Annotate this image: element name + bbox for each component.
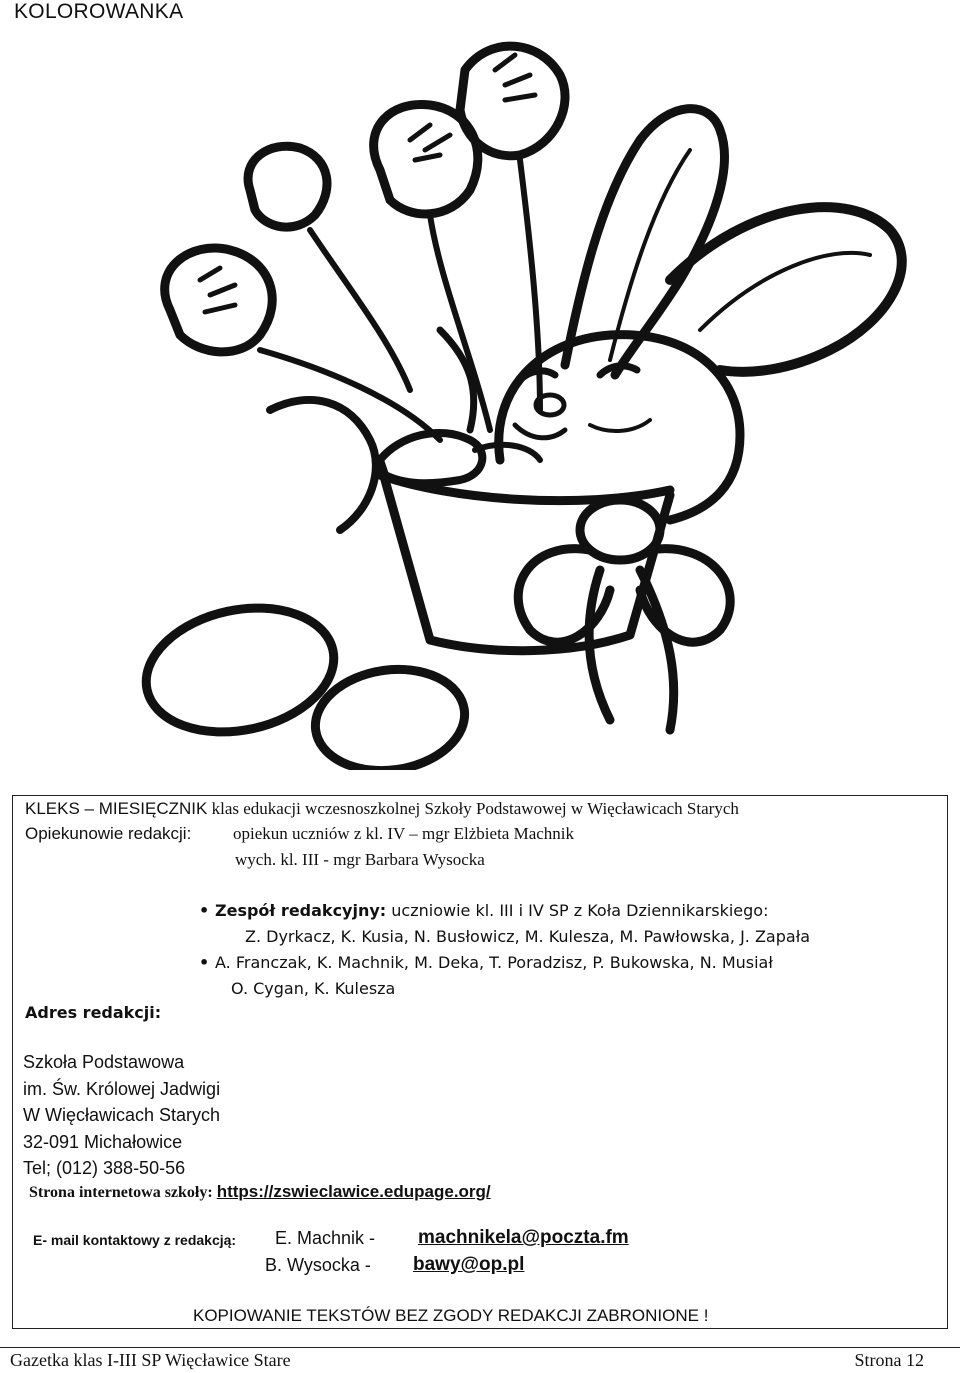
team-label: Zespół redakcyjny: <box>215 901 387 920</box>
newspaper-description: klas edukacji wczesnoszkolnej Szkoły Podstawowej w Więcławicach Starych <box>207 799 739 818</box>
tulip-leaf <box>270 400 376 530</box>
email-2-link[interactable]: bawy@op.pl <box>413 1254 525 1275</box>
supervisor-1: opiekun uczniów z kl. IV – mgr Elżbieta Machnik <box>233 824 575 843</box>
editorial-heading <box>25 799 739 819</box>
supervisor-2: wych. kl. III - mgr Barbara Wysocka <box>235 850 485 869</box>
address-line: W Więcławicach Starych <box>23 1105 221 1125</box>
page-title: KOLOROWANKA <box>14 0 184 23</box>
copyright-notice: KOPIOWANIE TEKSTÓW BEZ ZGODY REDAKCJI ZABRONIONE ! <box>193 1306 709 1325</box>
footer-publication: Gazetka klas I-III SP Więcławice Stare <box>10 1350 291 1370</box>
address-block <box>23 1049 220 1182</box>
email-1-name: E. Machnik - <box>275 1228 376 1248</box>
team-line-2: • A. Franczak, K. Machnik, M. Deka, T. Poradzisz, P. Bukowska, N. Musiał <box>215 953 773 972</box>
team-intro: uczniowie kl. III i IV SP z Koła Dziennikarskiego: <box>386 901 769 920</box>
website-row <box>29 1182 491 1202</box>
address-line: Tel; (012) 388-50-56 <box>23 1158 186 1178</box>
bunny-mouth <box>515 425 565 438</box>
team-line-1: Z. Dyrkacz, K. Kusia, N. Busłowicz, M. Kulesza, M. Pawłowska, J. Zapała <box>245 927 811 946</box>
address-line: Szkoła Podstawowa <box>23 1052 185 1072</box>
bunny-ear-back-inner <box>700 253 870 330</box>
newspaper-name: KLEKS – MIESIĘCZNIK <box>25 799 208 818</box>
tulip-leaf-2 <box>440 330 474 430</box>
footer-divider <box>0 1347 960 1348</box>
footer-page-number: Strona 12 <box>854 1350 924 1370</box>
tulip-3 <box>165 248 440 440</box>
coloring-illustration <box>110 30 930 770</box>
bunny-cheek <box>590 420 650 431</box>
email-label: E- mail kontaktowy z redakcją: <box>33 1232 237 1248</box>
supervisors-label: Opiekunowie redakcji: <box>25 824 192 843</box>
address-label: Adres redakcji: <box>25 1003 162 1022</box>
address-line: im. Św. Królowej Jadwigi <box>23 1078 221 1099</box>
team-line-3: O. Cygan, K. Kulesza <box>231 979 396 998</box>
editorial-info-box <box>12 795 948 1329</box>
team-row <box>215 901 768 920</box>
supervisors-row <box>25 824 191 844</box>
website-label: Strona internetowa szkoły: <box>29 1184 217 1201</box>
ribbon-bow <box>518 500 730 730</box>
email-1-link[interactable]: machnikela@poczta.fm <box>418 1227 629 1248</box>
address-line: 32-091 Michałowice <box>23 1131 183 1152</box>
email-2-name: B. Wysocka - <box>265 1255 371 1275</box>
website-link[interactable]: https://zswieclawice.edupage.org/ <box>216 1182 491 1201</box>
